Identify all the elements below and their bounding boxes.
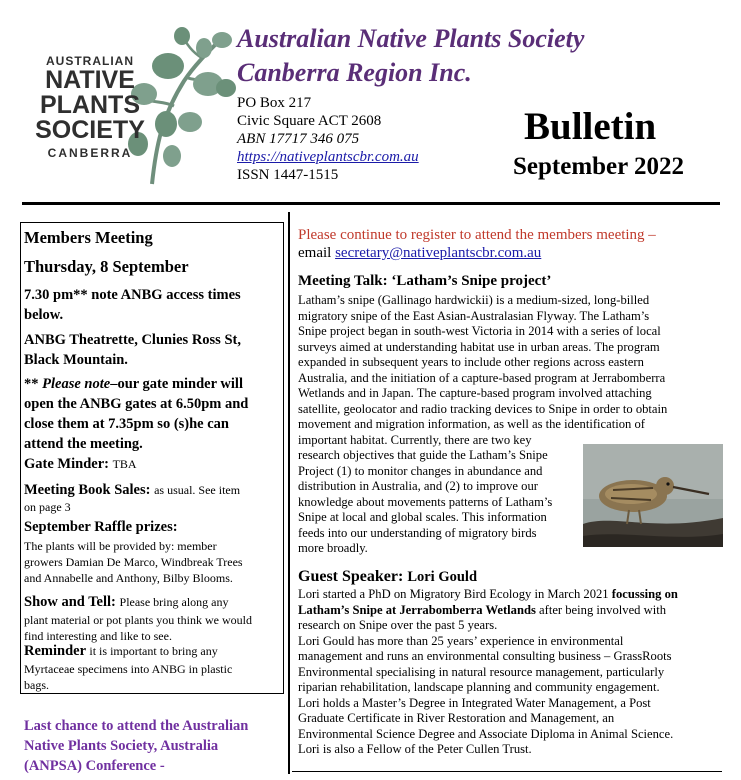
meeting-talk-body: Latham’s snipe (Gallinago hardwickii) is a medium-sized, long-billed migratory snipe of the East Asian-Australasian Flyway. The Latham’s Snipe project began in south-west Victoria in 2014 with a series of local surveys aimed at understanding habitat use in urban areas. The program expanded in subsequent years to include other regions across eastern Australia, and the initiation of a capture-based program at Jerrabomberra Wetlands and in Japan. The capture-based program involved attaching satellite, geolocator and radio tracking devices to Snipe in order to obtain movement and migration information, as well as the identification of important habitat. Currently, there are two key research objectives that guide the Latham’s Snipe Project (1) to monitor changes in abundance and distribution in Australia, and (2) to improve our knowledge about movements patterns of Latham’s Snipe at local and global scales. This information feeds into our understanding of migratory birds more broadly. — [298, 293, 668, 555]
logo-line-plants: PLANTS — [40, 91, 140, 119]
logo-line-canberra: CANBERRA — [47, 146, 133, 160]
logo-line-society: SOCIETY — [35, 116, 145, 144]
issue-date: September 2022 — [513, 153, 685, 180]
address-line: Civic Square ACT 2608 — [237, 113, 382, 129]
conference-notice: Last chance to attend the Australian Native Plants Society, Australia (ANPSA) Conference - — [24, 718, 249, 774]
register-notice: Please continue to register to attend the members meeting – — [298, 227, 656, 243]
secretary-email-link[interactable]: secretary@nativeplantscbr.com.au — [335, 245, 542, 261]
guest-speaker-heading: Guest Speaker: Lori Gould — [298, 568, 478, 585]
website-link[interactable]: https://nativeplantscbr.com.au — [237, 149, 419, 165]
guest-speaker-body: Lori started a PhD on Migratory Bird Ecology in March 2021 focussing on Latham’s Snipe at Jerrabomberra Wetlands after being involved with research on Snipe over the past 5 years. Lori Gould has more than 25 years’ experience in environmental management and runs an environmental consulting business – GrassRoots Environmental specialising in natural resource management, particularly riparian rehabilitation, landscape planning and community engagement. Lori holds a Master’s Degree in Integrated Water Management, a Post Graduate Certificate in River Restoration and Management, an Environmental Science Degree and Associate Diploma in Animal Science. Lori is also a Fellow of the Peter Cullen Trust. — [298, 587, 678, 756]
raffle-heading: September Raffle prizes: — [24, 519, 178, 535]
meeting-venue: ANBG Theatrette, Clunies Ross St, Black Mountain. — [24, 332, 241, 368]
book-sales-cont: on page 3 — [24, 500, 71, 514]
address-line: PO Box 217 — [237, 95, 312, 111]
book-sales: Meeting Book Sales: as usual. See item — [24, 482, 241, 498]
meeting-talk-heading: Meeting Talk: ‘Latham’s Snipe project’ — [298, 273, 552, 289]
gate-minder: Gate Minder: TBA — [24, 456, 137, 472]
bottom-divider — [292, 771, 722, 772]
society-logo — [22, 26, 237, 186]
org-name-line2: Canberra Region Inc. — [237, 58, 472, 87]
members-meeting-heading: Members Meeting — [24, 228, 153, 247]
lathams-snipe-photo — [583, 444, 723, 547]
gate-note: ** Please note–our gate minder will open the ANBG gates at 6.50pm and close them at 7.35pm so (s)he can attend the meeting. — [24, 376, 249, 452]
column-divider — [288, 212, 290, 774]
logo-line-australian: AUSTRALIAN — [46, 54, 134, 68]
abn: ABN 17717 346 075 — [237, 131, 360, 147]
reminder: Reminder it is important to bring any — [24, 643, 218, 659]
raffle-text: The plants will be provided by: member growers Damian De Marco, Windbreak Trees and Annabelle and Anthony, Bilby Blooms. — [24, 539, 243, 585]
register-email-line: email secretary@nativeplantscbr.com.au — [298, 245, 542, 261]
reminder-text: Myrtaceae specimens into ANBG in plastic bags. — [24, 662, 233, 692]
header-divider — [22, 202, 720, 205]
meeting-date: Thursday, 8 September — [24, 257, 189, 276]
issn: ISSN 1447-1515 — [237, 167, 339, 183]
meeting-time: 7.30 pm** note ANBG access times below. — [24, 287, 241, 323]
org-name-line1: Australian Native Plants Society — [237, 24, 585, 53]
logo-line-native: NATIVE — [45, 66, 135, 94]
show-and-tell: Show and Tell: Please bring along any — [24, 594, 229, 610]
show-and-tell-text: plant material or pot plants you think we would find interesting and like to see. — [24, 613, 252, 643]
bulletin-title: Bulletin — [524, 105, 657, 148]
